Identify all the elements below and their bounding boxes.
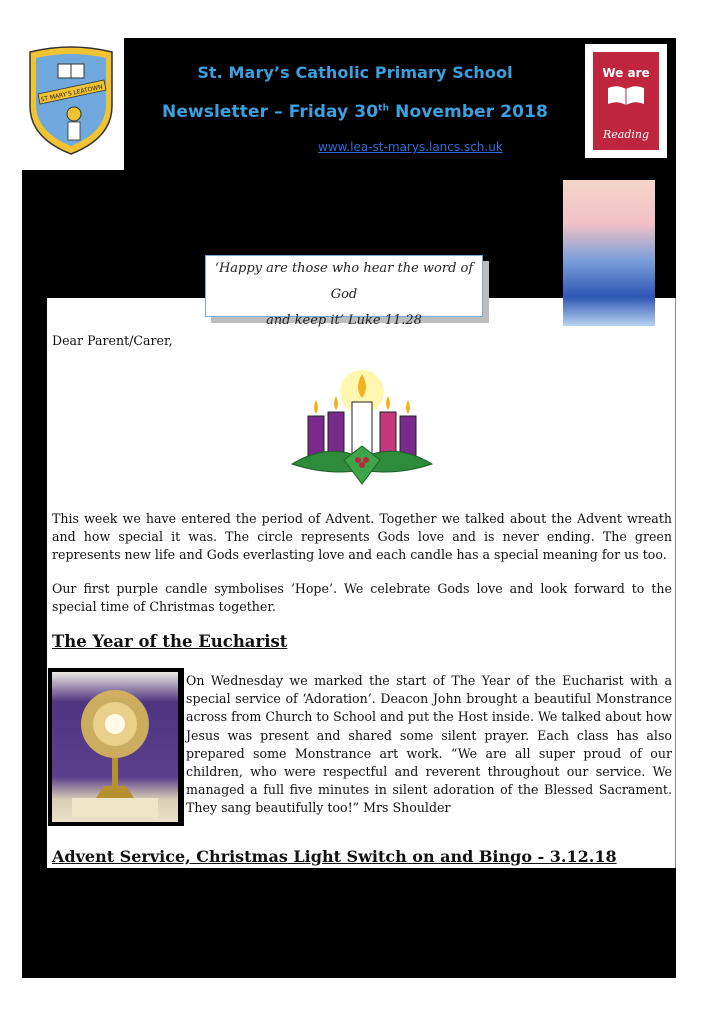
newsletter-date-suffix: th	[378, 103, 390, 114]
reading-badge	[593, 52, 659, 150]
quote-line-1: ‘Happy are those who hear the word of God	[214, 261, 474, 302]
quote-line-2: and keep it’ Luke 11.28	[266, 313, 422, 328]
left-border	[22, 298, 47, 868]
reading-badge-bottom: Reading	[602, 128, 650, 141]
newsletter-date-main: Newsletter – Friday 30	[162, 102, 379, 122]
hope-paragraph: Our first purple candle symbolises ‘Hope’. We celebrate Gods love and look forward to the special time of Christmas together.	[52, 581, 672, 615]
open-book-icon	[606, 84, 646, 106]
school-name: St. Mary’s Catholic Primary School	[197, 63, 513, 82]
footer-background	[22, 868, 676, 978]
advent-wreath-icon	[288, 366, 436, 490]
advent-paragraph: This week we have entered the period of Advent. Together we talked about the Advent wreath and how special it was. The circle represents Gods love and is never ending. The green represents new life and Gods everlasting love and each candle has a special meaning for us too.	[52, 511, 672, 563]
scripture-quote	[205, 255, 483, 328]
heading-year-of-eucharist: The Year of the Eucharist	[52, 632, 288, 651]
greeting: Dear Parent/Carer,	[52, 333, 173, 348]
reading-badge-top: We are	[602, 66, 650, 80]
newsletter-date	[160, 102, 550, 122]
reading-badge-frame	[585, 44, 667, 158]
eucharist-paragraph: On Wednesday we marked the start of The Year of the Eucharist with a special service of ‘Adoration’. Deacon John brought a beautiful Monstrance across from Church to School and put the Host inside. We talked about how Jesus was present and shared some silent prayer. Each class has also prepared some Monstrance art work. “We are all super proud of our children, who were respectful and reverent throughout our service. We managed a full five minutes in silent adoration of the Blessed Sacrament. They sang beautifully too!” Mrs Shoulder	[186, 673, 672, 816]
school-crest-icon	[26, 46, 116, 156]
monstrance-image	[52, 672, 178, 822]
heading-advent-service: Advent Service, Christmas Light Switch on and Bingo - 3.12.18	[52, 847, 617, 866]
svg-text:ST MARY'S LEATOWN: ST MARY'S LEATOWN	[40, 83, 104, 104]
website-link[interactable]: www.lea-st-marys.lancs.sch.uk	[318, 140, 503, 154]
virgin-mary-image	[563, 180, 655, 326]
newsletter-date-month: November 2018	[389, 102, 548, 122]
